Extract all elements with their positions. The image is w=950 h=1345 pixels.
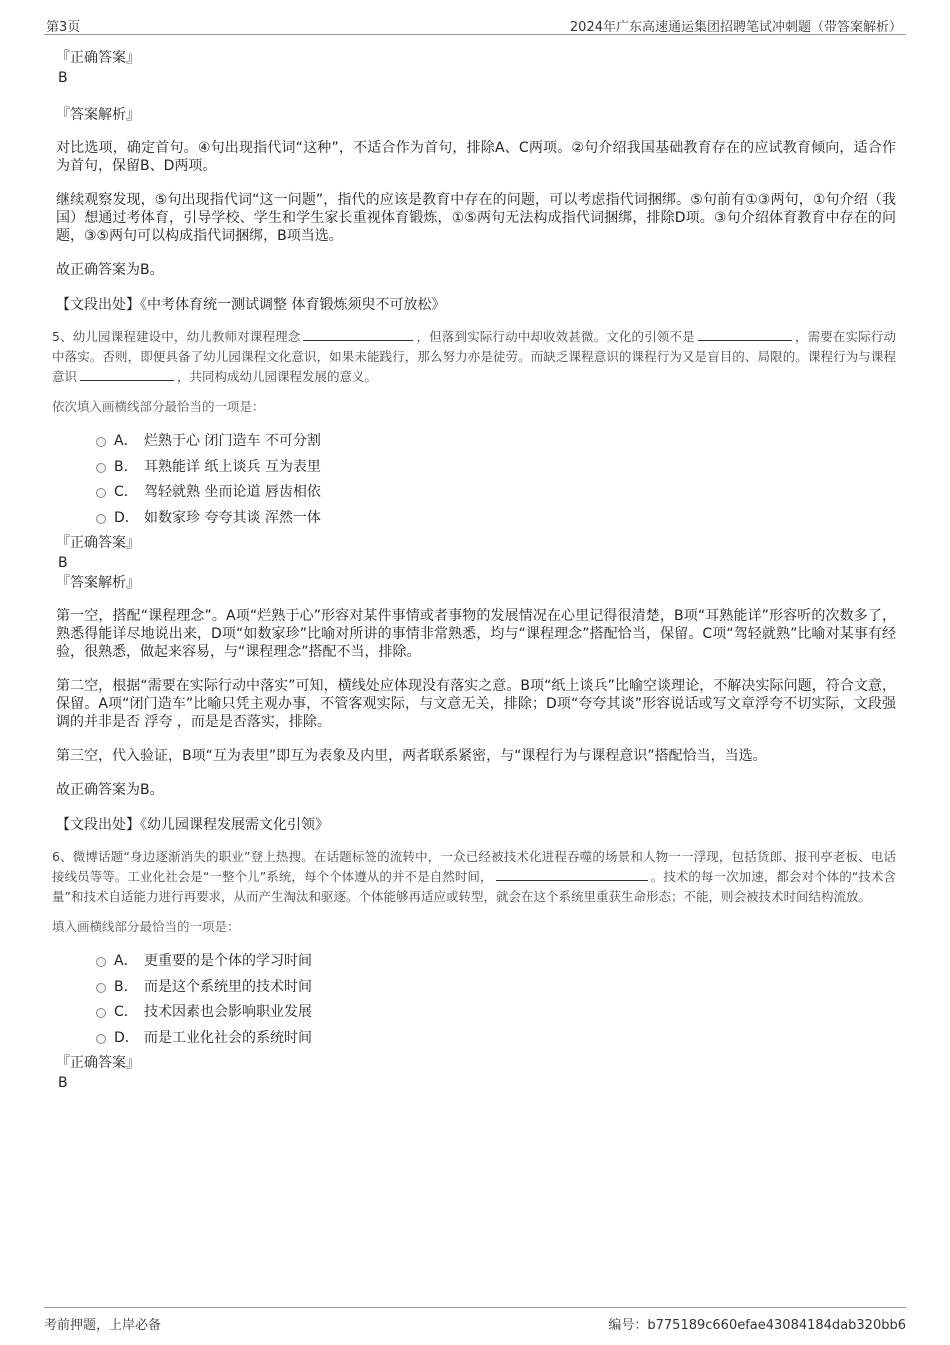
question-prompt: 依次填入画横线部分最恰当的一项是： (52, 399, 265, 414)
analysis-paragraph: 继续观察发现，⑤句出现指代词“这一问题”，指代的应该是教育中存在的问题，可以考虑指代词捆绑。⑤句前有①③两句，①句介绍（我国）想通过考体育，引导学校、学生和学生家长重视体育锻炼，①⑤两句无法构成指代词捆绑，排除D项。③句介绍体育教育中存在的问题，③⑤两句可以构成指代词捆绑，B项当选。 (56, 192, 896, 244)
option-b[interactable]: B． 而是这个系统里的技术时间 (96, 977, 896, 1003)
radio-button[interactable] (96, 488, 106, 498)
question-prompt: 填入画横线部分最恰当的一项是： (52, 919, 240, 934)
analysis-paragraph: 第二空，根据“需要在实际行动中落实”可知，横线处应体现没有落实之意。B项“纸上谈兵”比喻空谈理论，不解决实际问题，符合文意，保留。A项“闭门造车”比喻只凭主观办事，不管客观实际，与文意无关，排除；D项“夸夸其谈”形容说话或写文章浮夸不切实际，文段强调的并非是否 浮夸 ，而是是否落实，排除。 (56, 678, 896, 730)
option-c[interactable]: C． 驾轻就熟 坐而论道 唇齿相依 (96, 482, 896, 508)
analysis-paragraph: 故正确答案为B。 (56, 782, 164, 798)
analysis-paragraph: 故正确答案为B。 (56, 262, 164, 278)
option-d[interactable]: D． 如数家珍 夸夸其谈 浑然一体 (96, 508, 896, 534)
radio-button[interactable] (96, 1008, 106, 1018)
page-number: 第3页 (46, 20, 81, 35)
option-d[interactable]: D． 而是工业化社会的系统时间 (96, 1028, 896, 1054)
radio-button[interactable] (96, 514, 106, 524)
fill-blank (80, 367, 174, 381)
analysis-paragraph: 第一空，搭配“课程理念”。A项“烂熟于心”形容对某件事情或者事物的发展情况在心里记得很清楚，B项“耳熟能详”形容听的次数多了，熟悉得能详尽地说出来，D项“如数家珍”比喻对所讲的事情非常熟悉，均与“课程理念”搭配恰当，保留。C项“驾轻就熟”比喻对某事有经验，很熟悉，做起来容易，与“课程理念”搭配不当，排除。 (56, 608, 896, 660)
analysis-paragraph: 第三空，代入验证，B项“互为表里”即互为表象及内里，两者联系紧密，与“课程行为与课程意识”搭配恰当，当选。 (56, 748, 767, 764)
passage-source: 【文段出处】《中考体育统一测试调整 体育锻炼须臾不可放松》 (56, 297, 446, 313)
correct-answer-label: 『正确答案』 (56, 50, 140, 66)
analysis-label: 『答案解析』 (56, 575, 140, 591)
correct-answer-label: 『正确答案』 (56, 535, 140, 551)
option-a[interactable]: A． 烂熟于心 闭门造车 不可分割 (96, 431, 896, 457)
question-stem: 6、微博话题“身边逐渐消失的职业”登上热搜。在话题标签的流转中，一众已经被技术化进程吞噬的场景和人物一一浮现，包括货郎、报刊亭老板、电话接线员等等。工业化社会是“一整个儿”系统，每个个体遵从的并不是自然时间， 。技术的每一次加速，都会对个体的“技术含量”和技术自适能力进行再要求，从而产生淘汰和驱逐。个体能够再适应或转型，就会在这个系统里重获生命形态；不能，则会被技术时间结构流放。 (52, 849, 896, 904)
radio-button[interactable] (96, 437, 106, 447)
radio-button[interactable] (96, 957, 106, 967)
fill-blank (698, 327, 792, 341)
analysis-paragraph: 对比选项，确定首句。④句出现指代词“这种”，不适合作为首句，排除A、C两项。②句介绍我国基础教育存在的应试教育倾向，适合作为首句，保留B、D两项。 (56, 140, 896, 174)
passage-source: 【文段出处】《幼儿园课程发展需文化引领》 (56, 817, 329, 833)
fill-blank (496, 867, 648, 881)
option-list (96, 431, 896, 533)
page-footer (44, 1307, 906, 1333)
correct-answer-value: B (58, 555, 68, 571)
page-content (52, 44, 896, 1093)
document-id: 编号：b775189c660efae43084184dab320bb6 (608, 1318, 906, 1333)
analysis-label: 『答案解析』 (56, 107, 140, 123)
correct-answer-value: B (58, 70, 68, 86)
document-title: 2024年广东高速通运集团招聘笔试冲刺题（带答案解析） (569, 20, 902, 35)
option-c[interactable]: C． 技术因素也会影响职业发展 (96, 1002, 896, 1028)
option-a[interactable]: A． 更重要的是个体的学习时间 (96, 951, 896, 977)
option-list (96, 951, 896, 1053)
correct-answer-label: 『正确答案』 (56, 1055, 140, 1071)
correct-answer-value: B (58, 1075, 68, 1091)
radio-button[interactable] (96, 1034, 106, 1044)
question-stem: 5、幼儿园课程建设中，幼儿教师对课程理念 ，但落到实际行动中却收效甚微。文化的引领不是 ，需要在实际行动中落实。否则，即便具备了幼儿园课程文化意识，如果未能践行，那么努力亦是徒劳。而缺乏课程意识的课程行为又是盲目的、局限的。课程行为与课程意识 ，共同构成幼儿园课程发展的意义。 (52, 329, 896, 384)
footer-slogan: 考前押题，上岸必备 (44, 1318, 162, 1333)
page-header (44, 14, 906, 35)
radio-button[interactable] (96, 983, 106, 993)
option-b[interactable]: B． 耳熟能详 纸上谈兵 互为表里 (96, 457, 896, 483)
radio-button[interactable] (96, 463, 106, 473)
fill-blank (303, 327, 413, 341)
